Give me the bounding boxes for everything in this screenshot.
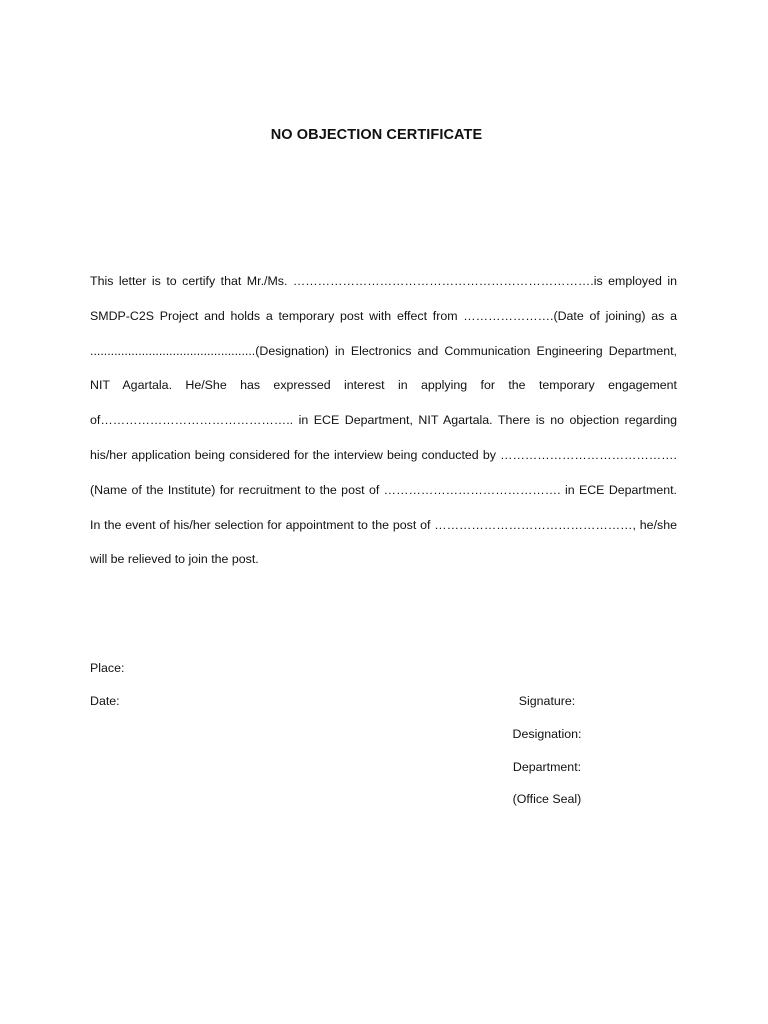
- page-title: NO OBJECTION CERTIFICATE: [270, 127, 483, 143]
- office-seal-label: (Office Seal): [512, 792, 582, 806]
- date-label: Date:: [90, 694, 120, 708]
- designation-label: Designation:: [512, 727, 582, 741]
- place-label: Place:: [90, 661, 125, 675]
- department-label: Department:: [512, 760, 582, 774]
- certificate-body: This letter is to certify that Mr./Ms. ……………………………………………………………….is employed in SMDP-C2S Project and holds a temporary post with effect from ………………….(Date of joining) as a ................................................(Designation) in Electronics and Communication Engineering Department, NIT Agartala. He/She has expressed interest in applying for the temporary engagement of……………………………………….. in ECE Department, NIT Agartala. There is no objection regarding his/her application being considered for the interview being conducted by ……………………………………. (Name of the Institute) for recruitment to the post of ……………………………………. in ECE Department. In the event of his/her selection for appointment to the post of …………………………………………, he/she will be relieved to join the post.: [90, 274, 677, 567]
- signature-label: Signature:: [518, 694, 576, 708]
